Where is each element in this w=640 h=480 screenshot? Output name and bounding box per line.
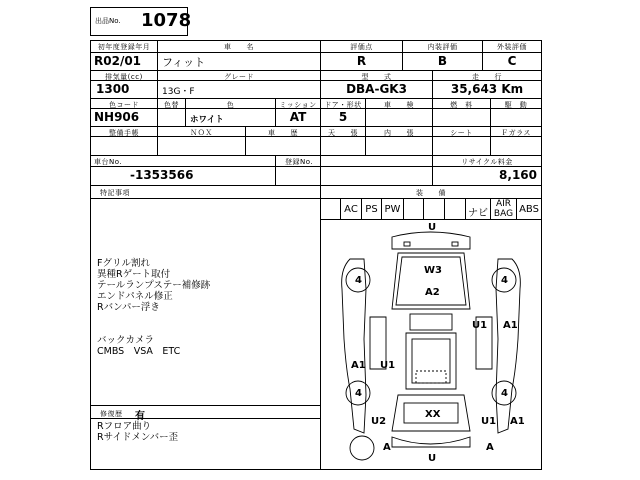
equipment-ac: AC (344, 204, 358, 215)
spare-tire-icon (350, 436, 374, 460)
doors-value: 5 (338, 110, 348, 124)
repair-value: 有 (135, 411, 145, 422)
color-value: ホワイト (190, 115, 224, 125)
mark-rear-a1: A1 (510, 416, 525, 427)
hood-shape (392, 253, 470, 309)
exterior-value: C (507, 54, 517, 68)
equipment-abs: ABS (519, 204, 539, 215)
repair-note: Rサイドメンバー歪 (97, 432, 179, 443)
recycle-header: リサイクル料金 (461, 158, 513, 166)
mark-rear-u: U (428, 453, 437, 464)
first-reg-header: 初年度登録年月 (97, 43, 151, 51)
mark-bumper-a-right: A (486, 442, 494, 453)
equipment-navi: ナビ (468, 208, 488, 219)
f-glass-header: Ｆガラス (501, 129, 531, 137)
exterior-header: 外装評価 (497, 43, 527, 51)
roof-inner-shape (412, 339, 450, 383)
remark-line: エンドパネル修正 (97, 291, 173, 302)
mark-roof: W3 (424, 265, 442, 276)
mark-hood: A2 (425, 287, 440, 298)
manual-header: 整備手帳 (109, 129, 139, 137)
mark-tire-fr: 4 (501, 275, 508, 286)
mark-left-a1: A1 (351, 360, 366, 371)
front-light-left (404, 242, 410, 246)
mark-tire-rr: 4 (501, 388, 508, 399)
mark-rear-u1: U1 (481, 416, 497, 427)
drive-header: 駆 動 (504, 101, 528, 109)
mark-bumper-a-left: A (383, 442, 391, 453)
mark-right-a1: A1 (503, 320, 518, 331)
recycle-value: 8,160 (499, 168, 537, 182)
interior-trim-header: 内 張 (384, 129, 414, 137)
reg-no-header: 登録No. (285, 158, 314, 166)
displacement-value: 1300 (96, 82, 130, 96)
displacement-header: 排気量(cc) (105, 73, 143, 81)
rear-window-shape (416, 371, 446, 383)
mark-tire-rl: 4 (355, 388, 362, 399)
mark-left-u1: U1 (380, 360, 396, 371)
score-header: 評価点 (350, 43, 373, 51)
seat-header: シート (450, 129, 473, 137)
mark-tire-fl: 4 (355, 275, 362, 286)
mileage-header: 走 行 (472, 73, 502, 81)
mark-rear-u2: U2 (371, 416, 387, 427)
fuel-header: 燃 料 (450, 101, 473, 109)
remark-line: テールランプステー補修跡 (97, 280, 211, 291)
chassis-header: 車台No. (94, 158, 123, 166)
mileage-value: 35,643 Km (450, 82, 524, 96)
transmission-header: ミッション (279, 101, 317, 109)
roof-shape (406, 333, 456, 389)
repair-note: Rフロア曲り (97, 421, 152, 432)
lot-label: 出品No. (95, 17, 121, 25)
color-code-header: 色コード (109, 101, 139, 109)
transmission-value: AT (289, 110, 307, 124)
model-name-value: フィット (162, 56, 206, 69)
lot-number: 1078 (141, 10, 192, 31)
chassis-value: -1353566 (130, 168, 194, 182)
car-damage-diagram (320, 219, 541, 469)
interior-value: B (437, 54, 448, 68)
sunroof-header: 天 張 (328, 129, 358, 137)
type-header: 型 式 (361, 73, 392, 81)
equipment-header: 装 備 (416, 189, 446, 197)
windscreen-shape (410, 314, 452, 330)
doors-header: ドア・形状 (324, 101, 362, 109)
remark-line: 異種Rゲート取付 (97, 269, 171, 280)
remarks-header: 特記事項 (100, 189, 130, 197)
color-header: 色 (226, 101, 235, 109)
color-code-value: NH906 (94, 110, 140, 124)
color-change-header: 色替 (164, 101, 179, 109)
repair-header: 修復歴 (100, 410, 123, 418)
type-value: DBA-GK3 (346, 82, 407, 96)
first-reg-value: R02/01 (94, 54, 142, 68)
remark-line: Fグリル割れ (97, 258, 150, 269)
rear-bumper-shape (392, 437, 470, 447)
left-side-shape (342, 259, 366, 433)
equipment-ps: PS (365, 204, 378, 215)
remark-line: CMBS VSA ETC (97, 346, 181, 357)
remark-line: Rバンパー浮き (97, 302, 160, 313)
front-light-right (452, 242, 458, 246)
remark-line: バックカメラ (97, 335, 155, 346)
grade-value: 13G・F (162, 87, 195, 97)
equipment-airbag: AIR BAG (493, 199, 514, 219)
model-name-header: 車 名 (224, 43, 254, 51)
equipment-pw: PW (384, 204, 401, 215)
grade-header: グレード (224, 73, 254, 81)
history-header: 車 歴 (268, 129, 298, 137)
inspection-header: 車 検 (384, 101, 414, 109)
mark-trunk: XX (425, 409, 441, 420)
score-value: R (356, 54, 367, 68)
nox-header: ＮＯＸ (190, 129, 213, 137)
interior-header: 内装評価 (427, 43, 458, 51)
mark-front-u: U (428, 222, 437, 233)
mark-right-u1: U1 (472, 320, 488, 331)
right-side-shape (496, 259, 520, 433)
